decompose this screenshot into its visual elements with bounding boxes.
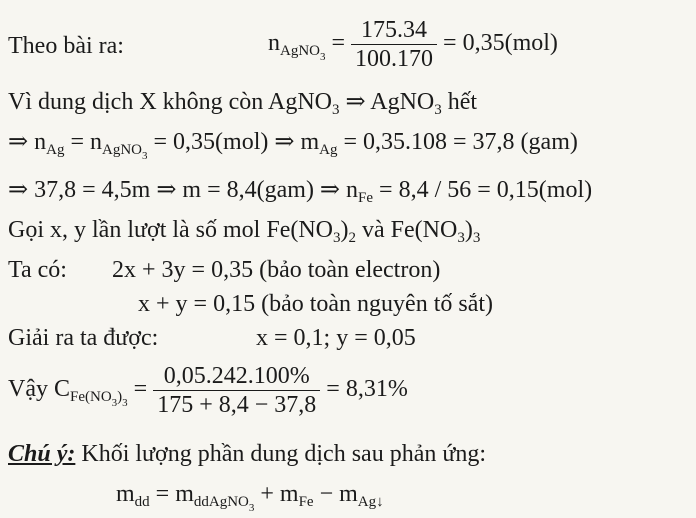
solution-values: x = 0,1; y = 0,05 — [256, 325, 416, 351]
iron-moles-line — [8, 176, 592, 204]
paren: ) — [340, 217, 349, 243]
variables-text: Gọi x, y lần lượt là số mol Fe(NO — [8, 217, 334, 243]
agno3-subscript: AgNO — [280, 43, 320, 60]
statement-text-3: hết — [441, 89, 478, 115]
ag-precipitate-subscript: Ag↓ — [357, 494, 384, 510]
silver-nitrate-moles-formula — [268, 16, 558, 73]
variables-line — [8, 216, 480, 244]
ag-subscript-2: Ag — [319, 142, 338, 158]
agno3-subscript: AgNO — [102, 142, 142, 158]
result: = 0,35(mol) — [443, 30, 558, 57]
equals-n: = n — [64, 129, 102, 155]
subscript-3: 3 — [111, 397, 118, 410]
solution-mass-formula — [116, 480, 384, 514]
and-text: và Fe(NO — [356, 217, 458, 243]
subscript-3: 3 — [248, 502, 255, 514]
fe-no3-subscript: Fe(NO — [70, 389, 112, 406]
fraction-denominator: 175 + 8,4 − 37,8 — [153, 390, 320, 419]
solution-label: Giải ra ta được: — [8, 325, 159, 351]
subscript: 3 — [333, 230, 341, 246]
equals-sign: = — [133, 376, 154, 403]
silver-mass-result: = 0,35.108 = 37,8 (gam) — [337, 129, 578, 155]
implies-n: ⇒ n — [8, 129, 47, 155]
fraction — [153, 362, 320, 419]
electron-equation: 2x + 3y = 0,35 (bảo toàn electron) — [112, 257, 441, 283]
equals-m: = m — [149, 481, 194, 507]
given-label: Theo bài ra: — [8, 33, 124, 59]
note-label: Chú ý: — [8, 441, 76, 467]
statement-line — [8, 88, 477, 116]
concentration-formula — [8, 362, 408, 419]
fe-subscript: Fe — [298, 494, 314, 510]
mass-derivation: ⇒ 37,8 = 4,5m ⇒ m = 8,4(gam) ⇒ n — [8, 177, 359, 203]
dd-subscript: dd — [134, 494, 150, 510]
ddagno3-subscript: ddAgNO — [193, 494, 249, 510]
iron-moles-result: = 8,4 / 56 = 0,15(mol) — [373, 177, 593, 203]
concentration-result: = 8,31% — [326, 376, 408, 403]
subscript-4: 3 — [472, 230, 481, 246]
note-text: Khối lượng phần dung dịch sau phản ứng: — [75, 441, 487, 467]
fe-subscript: Fe — [358, 190, 374, 206]
subscript-3: 3 — [457, 230, 465, 246]
ag-subscript: Ag — [46, 142, 65, 158]
paren: ) — [117, 389, 123, 406]
plus-m: + m — [254, 481, 299, 507]
subscript-2: 3 — [434, 102, 442, 118]
system-label: Ta có: — [8, 257, 67, 283]
statement-text: Vì dung dịch X không còn AgNO — [8, 89, 332, 115]
fraction-numerator: 175.34 — [361, 17, 428, 43]
subscript-3: 3 — [142, 150, 148, 162]
moles-implies-m: = 0,35(mol) ⇒ m — [147, 129, 320, 155]
fraction — [351, 16, 437, 73]
minus-m: − m — [313, 481, 358, 507]
fraction-denominator: 100.170 — [351, 44, 437, 73]
equals-sign: = — [331, 30, 352, 57]
subscript-3: 3 — [320, 51, 326, 64]
silver-mass-line — [8, 128, 578, 162]
note-line — [8, 440, 486, 468]
iron-equation: x + y = 0,15 (bảo toàn nguyên tố sắt) — [138, 291, 494, 317]
concentration-label: Vậy C — [8, 376, 70, 403]
fraction-numerator: 0,05.242.100% — [163, 363, 310, 389]
m-symbol: m — [116, 481, 135, 507]
paren-2: ) — [464, 217, 473, 243]
subscript: 3 — [331, 102, 340, 118]
subscript-2: 2 — [348, 230, 357, 246]
subscript-3b: 3 — [122, 397, 128, 410]
moles-symbol: n — [268, 30, 280, 57]
statement-text-2: ⇒ AgNO — [339, 89, 435, 115]
